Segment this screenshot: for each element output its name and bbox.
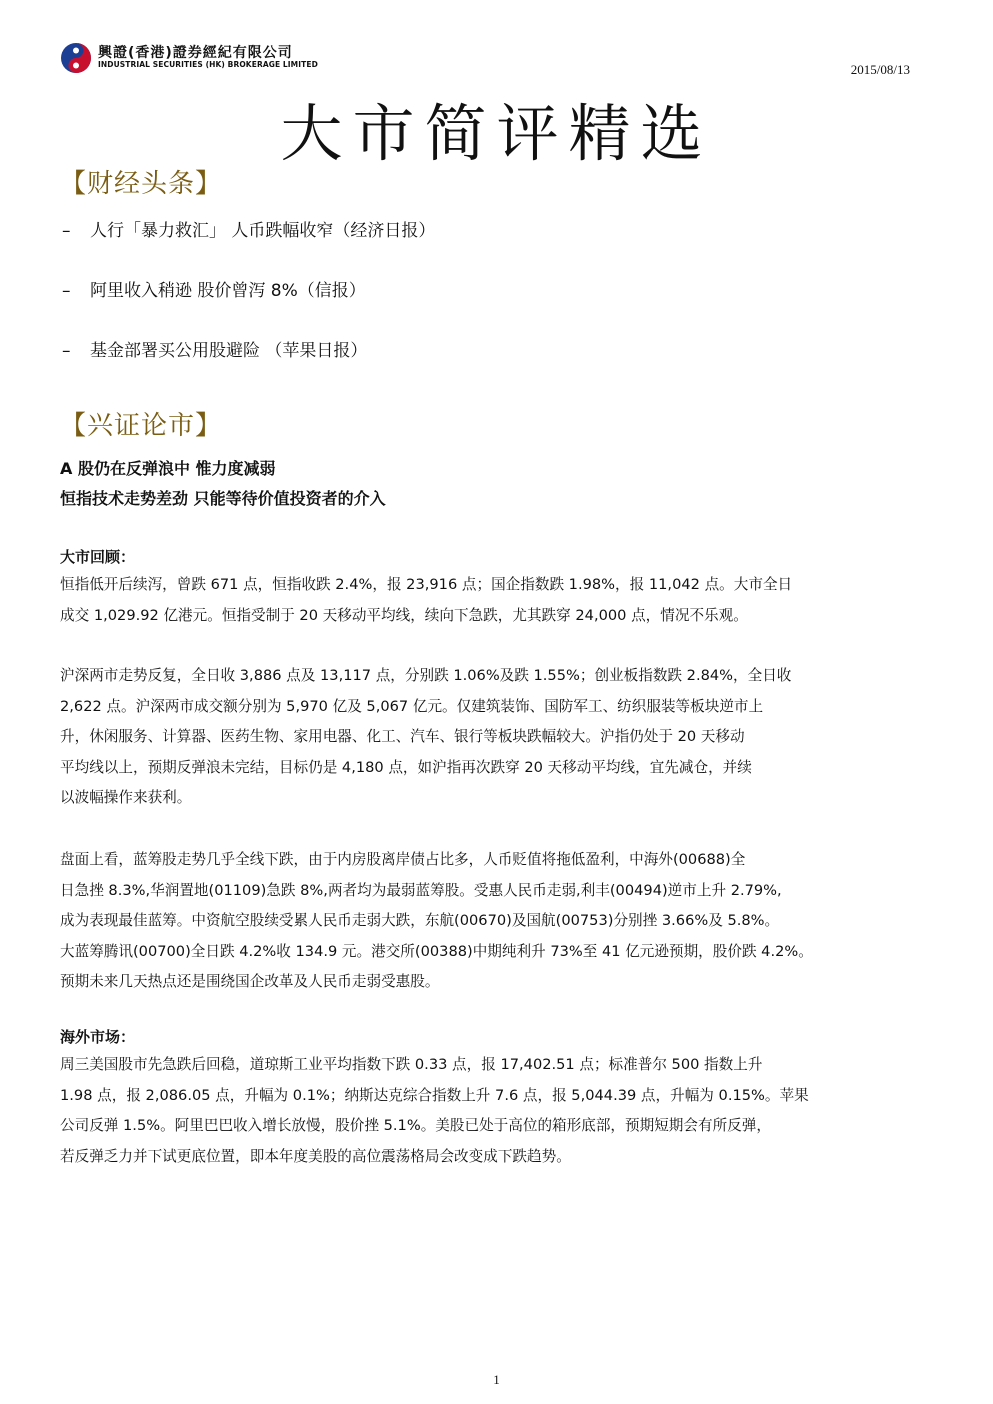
headline-item [62,276,366,301]
headline-item [62,216,435,241]
thesis-line: A 股仍在反弹浪中 惟力度减弱 [60,459,276,478]
paragraph-line: 2,622 点。沪深两市成交额分别为 5,970 亿及 5,067 亿元。仅建筑装饰、国防军工、纺织服装等板块逆市上 [60,697,764,715]
paragraph-line: 日急挫 8.3%,华润置地(01109)急跌 8%,两者均为最弱蓝筹股。受惠人民币走弱,利丰(00494)逆市上升 2.79%, [60,881,782,899]
paragraph-line: 平均线以上，预期反弹浪未完结，目标仍是 4,180 点，如沪指再次跌穿 20 天移动平均线，宜先减仓，并续 [60,758,752,776]
thesis-line: 恒指技术走势差劲 只能等待价值投资者的介入 [60,489,386,508]
report-date: 2015/08/13 [850,62,910,77]
company-name-cn: 興證(香港)證券經紀有限公司 [98,45,293,61]
paragraph-line: 以波幅操作来获利。 [60,789,192,806]
paragraph-line: 成交 1,029.92 亿港元。恒指受制于 20 天移动平均线，续向下急跌，尤其跌穿 24,000 点，情况不乐观。 [60,606,748,624]
overseas-market-paragraph [60,1050,926,1172]
paragraph-line: 公司反弹 1.5%。阿里巴巴收入增长放慢，股价挫 5.1%。美股已处于高位的箱形底部，预期短期会有所反弹， [60,1117,771,1134]
paragraph-line: 1.98 点，报 2,086.05 点，升幅为 0.1%；纳斯达克综合指数上升 7.6 点，报 5,044.39 点，升幅为 0.15%。苹果 [60,1086,809,1104]
market-review-paragraph-a-shares [60,661,926,814]
paragraph-line: 若反弹乏力并下试更底位置，即本年度美股的高位震荡格局会改变成下跌趋势。 [60,1147,571,1165]
company-logo [60,42,360,74]
paragraph-line: 升，休闲服务、计算器、医药生物、家用电器、化工、汽车、银行等板块跌幅较大。沪指仍处于 20 天移动 [60,728,745,745]
paragraph-line: 周三美国股市先急跌后回稳，道琼斯工业平均指数下跌 0.33 点，报 17,402.51 点；标准普尔 500 指数上升 [60,1056,763,1073]
company-logo-icon [60,42,92,74]
headline-dash: – [62,281,71,301]
headline-dash: – [62,221,71,241]
commentary-section-title: 【兴证论市】 [60,411,223,441]
headlines-section-title: 【财经头条】 [60,169,223,199]
overseas-market-heading: 海外市场： [60,1028,136,1046]
page-title: 大市简评精选 [280,97,713,170]
company-name-en: INDUSTRIAL SECURITIES (HK) BROKERAGE LIMITED [98,60,318,69]
paragraph-line: 大蓝筹腾讯(00700)全日跌 4.2%收 134.9 元。港交所(00388)中期纯利升 73%至 41 亿元逊预期，股价跌 4.2%。 [60,942,813,960]
headline-dash: – [62,341,71,361]
headline-text: 人行「暴力救汇」 人币跌幅收窄（经济日报） [90,221,436,241]
paragraph-line: 成为表现最佳蓝筹。中资航空股续受累人民币走弱大跌，东航(00670)及国航(00753)分别挫 3.66%及 5.8%。 [60,912,780,929]
paragraph-line: 盘面上看，蓝筹股走势几乎全线下跌，由于内房股离岸债占比多，人币贬值将拖低盈利，中海外(00688)全 [60,851,746,868]
paragraph-line: 预期未来几天热点还是围绕国企改革及人民币走弱受惠股。 [60,973,440,990]
market-review-paragraph-bluechips [60,845,926,998]
headline-item [62,336,367,361]
market-review-heading: 大市回顾： [60,548,136,566]
headline-text: 基金部署买公用股避险 （苹果日报） [90,341,368,361]
market-review-paragraph-hk [60,570,926,631]
paragraph-line: 恒指低开后续泻，曾跌 671 点，恒指收跌 2.4%，报 23,916 点；国企指数跌 1.98%，报 11,042 点。大市全日 [60,576,793,593]
headline-text: 阿里收入稍逊 股价曾泻 8%（信报） [90,281,366,301]
paragraph-line: 沪深两市走势反复，全日收 3,886 点及 13,117 点，分别跌 1.06%及跌 1.55%；创业板指数跌 2.84%，全日收 [60,667,792,684]
page-number: 1 [493,1372,500,1387]
